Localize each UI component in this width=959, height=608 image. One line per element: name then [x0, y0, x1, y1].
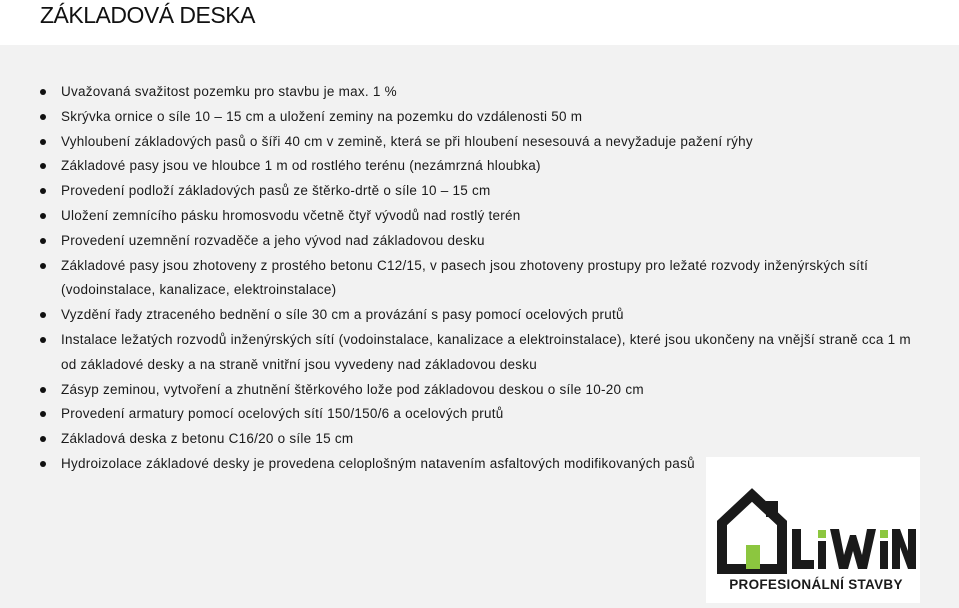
list-item-text: Vyhloubení základových pasů o šíři 40 cm v zemině, která se při hloubení nesesouvá a nevyžaduje pažení rýhy: [61, 133, 753, 149]
list-item-text: Uložení zemnícího pásku hromosvodu včetně čtyř vývodů nad rostlý terén: [61, 207, 521, 223]
bullet-icon: [40, 188, 46, 194]
list-item: [40, 80, 920, 105]
list-item: [40, 229, 920, 254]
bullet-list: [40, 80, 920, 477]
list-item: [40, 154, 920, 179]
list-item: [40, 303, 920, 328]
list-item-text: Základové pasy jsou zhotoveny z prostého betonu C12/15, v pasech jsou zhotoveny prostupy pro ležaté rozvody inženýrských sítí (vodoinstalace, kanalizace, elektroinstalace): [61, 257, 869, 298]
bullet-icon: [40, 312, 46, 318]
bullet-icon: [40, 139, 46, 145]
bullet-icon: [40, 411, 46, 417]
page-title: ZÁKLADOVÁ DESKA: [40, 2, 255, 28]
list-item-text: Zásyp zeminou, vytvoření a zhutnění štěrkového lože pod základovou deskou o síle 10-20 cm: [61, 381, 644, 397]
list-item-text: Uvažovaná svažitost pozemku pro stavbu je max. 1 %: [61, 84, 397, 99]
slide-header: [0, 0, 959, 45]
list-item-text: Skrývka ornice o síle 10 – 15 cm a uložení zeminy na pozemku do vzdálenosti 50 m: [61, 108, 583, 124]
list-item-text: Provedení uzemnění rozvaděče a jeho vývod nad základovou desku: [61, 232, 485, 248]
bullet-icon: [40, 461, 46, 467]
list-item: [40, 204, 920, 229]
list-item: [40, 402, 920, 427]
list-item: [40, 378, 920, 403]
list-item-text: Základová deska z betonu C16/20 o síle 15 cm: [61, 431, 354, 447]
bullet-icon: [40, 387, 46, 393]
list-item-text: Instalace ležatých rozvodů inženýrských sítí (vodoinstalace, kanalizace a elektroinstalace), které jsou ukončeny na vnější straně cca 1 m od základové desky a na straně vnitřní jsou vyvedeny nad základovou desku: [61, 331, 911, 372]
company-logo: [706, 457, 920, 603]
list-item-text: Provedení armatury pomocí ocelových sítí 150/150/6 a ocelových prutů: [61, 406, 504, 422]
bullet-icon: [40, 263, 46, 269]
list-item-text: Základové pasy jsou ve hloubce 1 m od rostlého terénu (nezámrzná hloubka): [61, 158, 541, 174]
list-item: [40, 328, 920, 378]
logo-brand: [706, 457, 707, 458]
list-item: [40, 427, 920, 452]
bullet-icon: [40, 436, 46, 442]
list-item: [40, 130, 920, 155]
list-item-text: Vyzdění řady ztraceného bednění o síle 30 cm a provázání s pasy pomocí ocelových prutů: [61, 307, 624, 323]
list-item-text: Hydroizolace základové desky je provedena celoplošným natavením asfaltových modifikovaných pasů: [61, 455, 695, 471]
bullet-icon: [40, 163, 46, 169]
bullet-icon: [40, 213, 46, 219]
list-item: [40, 179, 920, 204]
bullet-icon: [40, 337, 46, 343]
list-item: [40, 254, 920, 304]
bullet-icon: [40, 238, 46, 244]
list-item-text: Provedení podloží základových pasů ze štěrko-drtě o síle 10 – 15 cm: [61, 183, 491, 199]
logo-tagline: PROFESIONÁLNÍ STAVBY: [729, 577, 903, 592]
bullet-icon: [40, 89, 46, 95]
list-item: [40, 105, 920, 130]
bullet-icon: [40, 114, 46, 120]
